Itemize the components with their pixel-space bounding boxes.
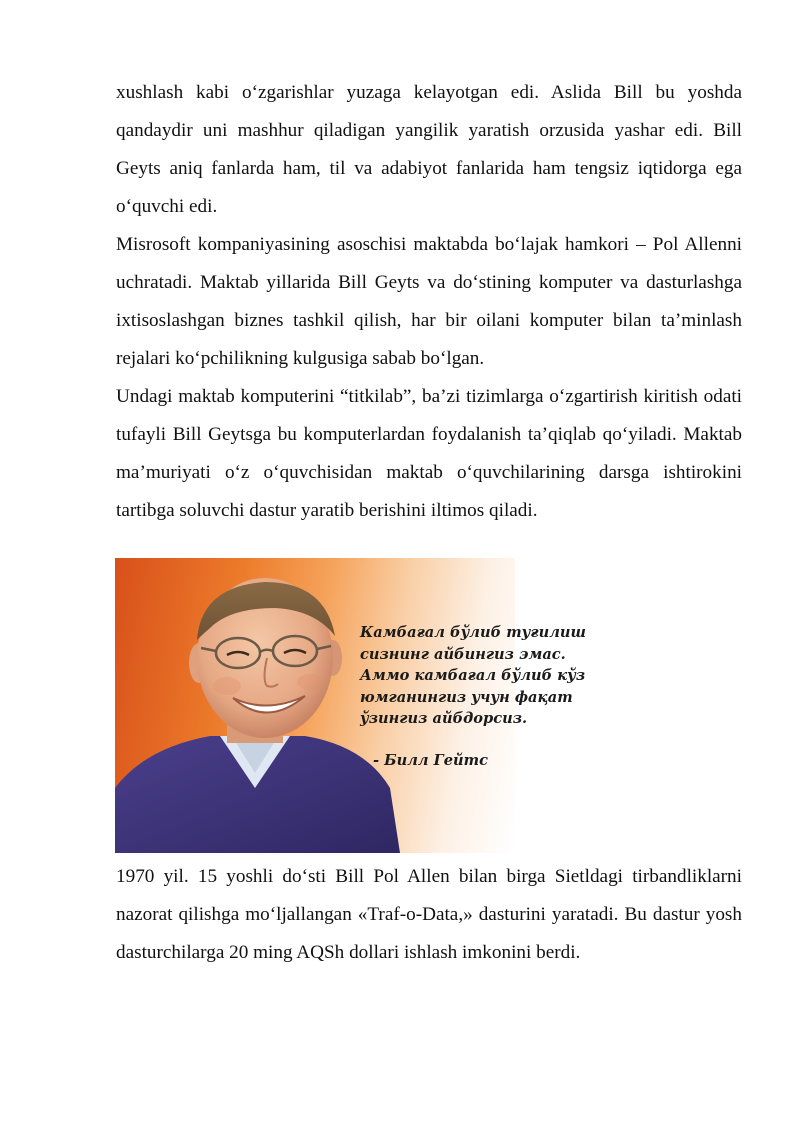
quote-photo-figure [115, 558, 586, 853]
quote-line: Камбағал бўлиб туғилиш [360, 624, 586, 641]
quote-line: ўзингиз айбдорсиз. [360, 710, 528, 727]
quote-line: юмганингиз учун фақат [360, 688, 573, 706]
top-text-block [116, 74, 742, 530]
quote-author: - Билл Гейтс [373, 752, 488, 769]
quote-line: сизнинг айбингиз эмас. [360, 645, 566, 663]
paragraph: Misrosoft kompaniyasining asoschisi maktabda bo‘lajak hamkori – Pol Allenni uchratadi. Maktab yillarida Bill Geyts va do‘stining komputer va dasturlashga ixtisoslashgan biznes tashkil qilish, har bir oilani komputer bilan ta’minlash rejalari ko‘pchilikning kulgusiga sabab bo‘lgan. [116, 234, 742, 369]
quote-text [360, 622, 586, 730]
paragraph: Undagi maktab komputerini “titkilab”, ba’zi tizimlarga o‘zgartirish kiritish odati tufayli Bill Geytsga bu komputerlardan foydalanish ta’qiqlab qo‘yiladi. Maktab ma’muriyati o‘z o‘quvchisidan maktab o‘quvchilarining darsga ishtirokini tartibga soluvchi dastur yaratib berishini iltimos qiladi. [116, 386, 742, 521]
quote-line: Аммо камбағал бўлиб кўз [360, 667, 586, 684]
paragraph: xushlash kabi o‘zgarishlar yuzaga kelayotgan edi. Aslida Bill bu yoshda qandaydir uni mashhur qiladigan yangilik yaratish orzusida yashar edi. Bill Geyts aniq fanlarda ham, til va adabiyot fanlarida ham tengsiz iqtidorga ega o‘quvchi edi. [116, 82, 742, 217]
bottom-text-block [116, 858, 742, 972]
paragraph: 1970 yil. 15 yoshli do‘sti Bill Pol Allen bilan birga Sietldagi tirbandliklarni nazorat qilishga mo‘ljallangan «Traf-o-Data,» dasturini yaratadi. Bu dastur yosh dasturchilarga 20 ming AQSh dollari ishlash imkonini berdi. [116, 866, 742, 963]
